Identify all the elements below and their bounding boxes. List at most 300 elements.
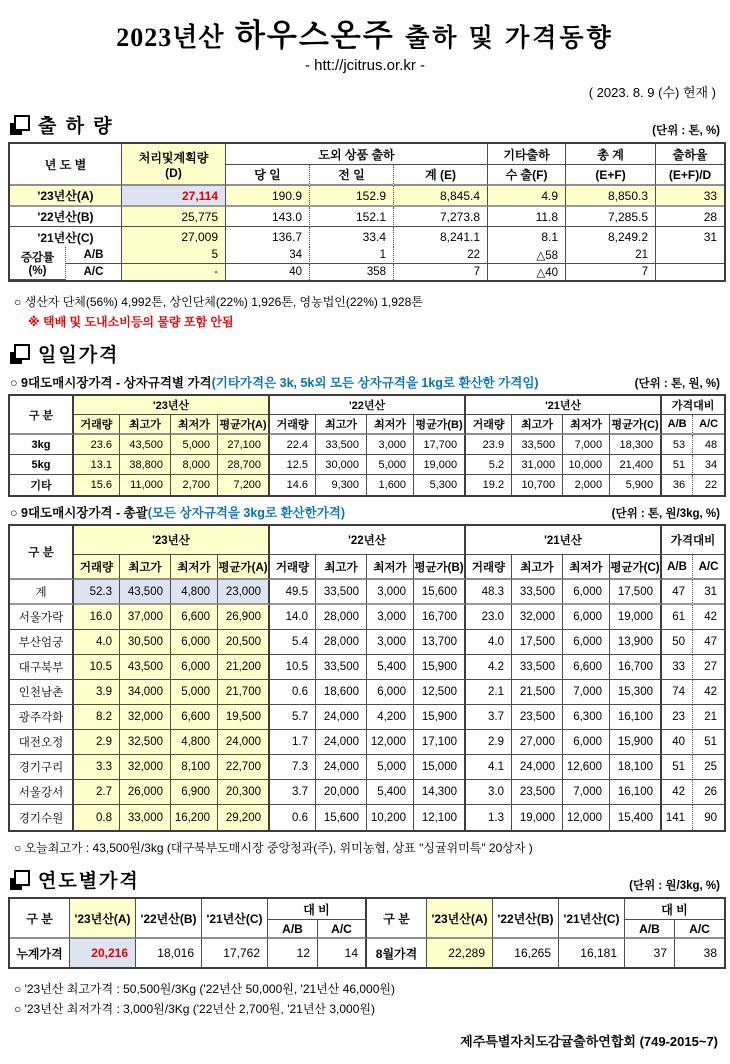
cell: 8,241.1 [394, 227, 488, 247]
high-header: 최고가 [120, 415, 171, 435]
year-23-header: '23년산 [74, 396, 270, 415]
box-price-paren: (기타가격은 3k, 5k외 모든 상자규격을 1kg로 환산한 가격임) [211, 376, 539, 390]
cell: - [122, 264, 226, 280]
row-label: 부산엄궁 [10, 630, 74, 655]
section-square-icon [10, 870, 30, 890]
cell: 16.0 [74, 605, 120, 630]
market-price-unit: (단위 : 톤, 원/3kg, %) [611, 508, 720, 520]
year-22-header: '22년산(B) [493, 899, 559, 939]
table-row [10, 580, 724, 605]
cell: 9,300 [316, 475, 367, 495]
cell: 33,000 [120, 805, 171, 830]
box-size-price-table [8, 394, 726, 497]
high-header: 최고가 [316, 415, 367, 435]
cell: 3,000 [367, 605, 414, 630]
change-rate-row [10, 247, 724, 264]
year-22-header: '22년산 [270, 526, 466, 555]
cell: 4.1 [466, 755, 512, 780]
cell: 8,850.3 [566, 186, 656, 207]
year-23-header: '23년산(A) [70, 899, 136, 939]
cell [656, 247, 724, 264]
section-daily-header [10, 340, 720, 367]
cell: 21 [566, 247, 656, 264]
market-price-table [8, 524, 726, 832]
cell: 8,845.4 [394, 186, 488, 207]
cell: 18,600 [316, 680, 367, 705]
title-year: 2023년산 [116, 23, 225, 52]
row-label: 서울가락 [10, 605, 74, 630]
cell: 6,000 [563, 630, 610, 655]
cell: 23 [662, 705, 693, 730]
row-label: 경기구리 [10, 755, 74, 780]
row-label: '22년산(B) [10, 207, 122, 227]
cell: 7,000 [563, 680, 610, 705]
cell: 34,000 [120, 680, 171, 705]
cell: 33 [656, 186, 724, 207]
cell: 22,289 [427, 939, 493, 967]
row-label: 대구북부 [10, 655, 74, 680]
cell: 53 [662, 435, 693, 455]
qty-header: 거래량 [466, 555, 512, 580]
year-22-header: '22년산(B) [136, 899, 202, 939]
table-row [10, 655, 724, 680]
cell: 15.6 [74, 475, 120, 495]
cell: 48.3 [466, 580, 512, 605]
cell: 10,000 [563, 455, 610, 475]
exclusion-note: ※ 택배 및 도내소비등의 물량 포함 안됨 [28, 315, 234, 329]
cell: 20,216 [70, 939, 136, 967]
report-date: ( 2023. 8. 9 (수) 현재 ) [588, 85, 716, 100]
cell: 23.6 [74, 435, 120, 455]
year-22-header: '22년산 [270, 396, 466, 415]
cell: 12.5 [270, 455, 316, 475]
cell: 27,100 [218, 435, 270, 455]
cell: 24,000 [218, 730, 270, 755]
cell: 32,000 [120, 705, 171, 730]
cell: 8,249.2 [566, 227, 656, 247]
cell: 5,000 [367, 755, 414, 780]
title-block [8, 10, 722, 74]
table-row [10, 455, 724, 475]
cell [656, 264, 724, 280]
cell: 51 [693, 730, 724, 755]
cell: 1.7 [270, 730, 316, 755]
cell: 6,000 [563, 605, 610, 630]
cell: 12,500 [414, 680, 466, 705]
cell: 51 [662, 755, 693, 780]
qty-header: 거래량 [270, 555, 316, 580]
cell: 12,000 [367, 730, 414, 755]
market-price-text: ○ 9대도매시장가격 - 총괄 [10, 506, 148, 520]
cell: 16,265 [493, 939, 559, 967]
cell: 48 [693, 435, 724, 455]
row-label: 서울강서 [10, 780, 74, 805]
cell: 36 [662, 475, 693, 495]
cell: 40 [662, 730, 693, 755]
section-daily-title: 일일가격 [38, 345, 120, 366]
cell: 8,000 [171, 455, 218, 475]
ratio-header: 가격대비 [662, 526, 724, 555]
cell: 3,000 [367, 580, 414, 605]
cell: 13,900 [610, 630, 662, 655]
cell: 12,000 [563, 805, 610, 830]
cell: △40 [488, 264, 566, 280]
high-header: 최고가 [120, 555, 171, 580]
cell: 28,700 [218, 455, 270, 475]
yearly-price-table [8, 897, 726, 969]
cell: 16,100 [610, 780, 662, 805]
table-row [10, 227, 724, 247]
cell: 5,900 [610, 475, 662, 495]
section-yearly-header [10, 866, 720, 893]
col-rate-d-header: (E+F)/D [656, 165, 724, 186]
change-sub-label: A/C [66, 264, 122, 280]
group-outbound-header: 도외 상품 출하 [226, 144, 488, 165]
cell: 23,000 [218, 580, 270, 605]
row-label: 광주각화 [10, 705, 74, 730]
cell: 190.9 [226, 186, 310, 207]
market-price-label [10, 503, 345, 521]
row-label: 8월가격 [367, 939, 427, 967]
cell: 21,500 [512, 680, 563, 705]
cell: 17,700 [414, 435, 466, 455]
box-price-unit: (단위 : 톤, 원, %) [634, 378, 720, 390]
cell: 16,700 [414, 605, 466, 630]
row-label: 경기수원 [10, 805, 74, 830]
cell: 6,000 [563, 580, 610, 605]
col-year-header: 년 도 별 [10, 144, 122, 186]
col-export-header: 수 출(F) [488, 165, 566, 186]
ac-header: A/C [318, 920, 367, 939]
ac-header: A/C [693, 555, 724, 580]
cell: 43,500 [120, 655, 171, 680]
avg-c-header: 평균가(C) [610, 555, 662, 580]
cell: 7 [566, 264, 656, 280]
cell: 15,600 [414, 580, 466, 605]
cell: 12,100 [414, 805, 466, 830]
cell: 33,500 [512, 655, 563, 680]
cell: 22,700 [218, 755, 270, 780]
cell: 6,000 [171, 630, 218, 655]
cell: 7,273.8 [394, 207, 488, 227]
ab-header: A/B [662, 555, 693, 580]
cell: 3.7 [466, 705, 512, 730]
title-url: - htt://jcitrus.or.kr - [304, 57, 425, 74]
qty-header: 거래량 [270, 415, 316, 435]
cell: 24,000 [316, 705, 367, 730]
row-label: 3kg [10, 435, 74, 455]
cell: 47 [693, 630, 724, 655]
table-row [10, 630, 724, 655]
cell: 2.9 [74, 730, 120, 755]
cell: 17,100 [414, 730, 466, 755]
cell: 1 [310, 247, 394, 264]
cell: 4.2 [466, 655, 512, 680]
cell: 3.9 [74, 680, 120, 705]
ratio-header: 대 비 [268, 899, 367, 920]
cell: 27,009 [122, 227, 226, 247]
cell: 11.8 [488, 207, 566, 227]
low-header: 최저가 [563, 415, 610, 435]
cell: 3,000 [367, 630, 414, 655]
table-row [10, 207, 724, 227]
shipment-table [8, 142, 726, 282]
cell: 6,600 [563, 655, 610, 680]
table-row [10, 755, 724, 780]
change-rate-label [10, 247, 66, 280]
year-21-header: '21년산 [466, 526, 662, 555]
col-plan-line1: 처리및계획량 [138, 150, 209, 165]
cell: 17,762 [202, 939, 268, 967]
row-label: 인천남촌 [10, 680, 74, 705]
table-row [10, 730, 724, 755]
col-total-ef-header: (E+F) [566, 165, 656, 186]
cell: 33 [662, 655, 693, 680]
table-row [10, 780, 724, 805]
cell: 4,800 [171, 730, 218, 755]
cell: 4.9 [488, 186, 566, 207]
cell: 16,100 [610, 705, 662, 730]
low-header: 최저가 [563, 555, 610, 580]
low-header: 최저가 [171, 415, 218, 435]
year-21-header: '21년산 [466, 396, 662, 415]
year-23-header: '23년산(A) [427, 899, 493, 939]
cell: 5 [122, 247, 226, 264]
cell: 5,400 [367, 655, 414, 680]
cell: 22 [394, 247, 488, 264]
cell: 6,000 [171, 655, 218, 680]
cell: 23.9 [466, 435, 512, 455]
cell: 8.2 [74, 705, 120, 730]
page-title [8, 10, 722, 55]
change-sub-label: A/B [66, 247, 122, 264]
cell: △58 [488, 247, 566, 264]
cell: 25,775 [122, 207, 226, 227]
cell: 358 [310, 264, 394, 280]
cell: 14.0 [270, 605, 316, 630]
cell: 12 [268, 939, 318, 967]
col-plan-line2: (D) [165, 165, 182, 180]
cell: 30,500 [120, 630, 171, 655]
cell: 90 [704, 811, 717, 824]
cell: 43,500 [120, 435, 171, 455]
cell: 52.3 [74, 580, 120, 605]
market-price-paren: (모든 상자규격을 3kg로 환산한가격) [147, 506, 346, 520]
avg-c-header: 평균가(C) [610, 415, 662, 435]
cell: 7 [394, 264, 488, 280]
cell: 18,100 [610, 755, 662, 780]
box-price-subline [10, 373, 720, 391]
cell: 2.9 [466, 730, 512, 755]
ab-header: A/B [625, 920, 675, 939]
cell: 27,000 [512, 730, 563, 755]
col-group-header: 구 분 [10, 396, 74, 435]
cell: 49.5 [270, 580, 316, 605]
cell: 32,000 [120, 755, 171, 780]
qty-header: 거래량 [74, 555, 120, 580]
col-prev-header: 전 일 [310, 165, 394, 186]
cell: 4.0 [466, 630, 512, 655]
cell: 26,900 [218, 605, 270, 630]
cell: 5,400 [367, 780, 414, 805]
ac-header: A/C [693, 415, 724, 435]
cell: 136.7 [226, 227, 310, 247]
ab-header: A/B [268, 920, 318, 939]
table-row [10, 435, 724, 455]
avg-a-header: 평균가(A) [218, 555, 270, 580]
cell: 27 [693, 655, 724, 680]
avg-b-header: 평균가(B) [414, 555, 466, 580]
cell: 22 [704, 479, 718, 491]
cell: 27,114 [122, 186, 226, 207]
low-header: 최저가 [367, 415, 414, 435]
cell: 24,000 [316, 730, 367, 755]
cell: 14.6 [270, 475, 316, 495]
cell: 26,000 [120, 780, 171, 805]
cell: 5.4 [270, 630, 316, 655]
cell: 8,100 [171, 755, 218, 780]
producer-note: ○ 생산자 단체(56%) 4,992톤, 상인단체(22%) 1,926톤, 영농법인(22%) 1,928톤 [14, 295, 423, 309]
cell: 38,800 [120, 455, 171, 475]
cell: 42 [693, 605, 724, 630]
cell: 7,000 [563, 780, 610, 805]
cell: 6,000 [367, 680, 414, 705]
qty-header: 거래량 [74, 415, 120, 435]
cell: 17,500 [610, 580, 662, 605]
yearly-low-note: ○ '23년산 최저가격 : 3,000원/3Kg ('22년산 2,700원, '21년산 3,000원) [14, 1002, 375, 1016]
cell: 28,000 [316, 605, 367, 630]
cell: 1,600 [367, 475, 414, 495]
cell: 10.5 [270, 655, 316, 680]
cell: 18,016 [136, 939, 202, 967]
cell: 6,900 [171, 780, 218, 805]
cell: 47 [662, 580, 693, 605]
cell: 14 [318, 939, 367, 967]
yearly-unit-label: (단위 : 원/3kg, %) [629, 880, 720, 892]
section-shipment-title: 출 하 량 [38, 116, 114, 137]
section-square-icon [10, 344, 30, 364]
table-row [10, 680, 724, 705]
cell: 0.6 [270, 680, 316, 705]
table-row [10, 705, 724, 730]
cell: 22.4 [270, 435, 316, 455]
group-other-header: 기타출하 [488, 144, 566, 165]
cell: 2.7 [74, 780, 120, 805]
cell: 3.3 [74, 755, 120, 780]
cell: 15,400 [610, 805, 662, 830]
cell: 50 [662, 630, 693, 655]
cell: 33,500 [316, 435, 367, 455]
avg-b-header: 평균가(B) [414, 415, 466, 435]
cell: 33,500 [316, 655, 367, 680]
col-rate-header: 출하율 [656, 144, 724, 165]
cell: 17,500 [512, 630, 563, 655]
cell: 24,000 [316, 755, 367, 780]
cell: 42 [662, 780, 693, 805]
cell: 12,600 [563, 755, 610, 780]
section-shipment-header [10, 111, 720, 138]
cell: 16,200 [171, 805, 218, 830]
change-rate-row [10, 264, 724, 280]
cell: 61 [662, 605, 693, 630]
cell: 15,900 [414, 655, 466, 680]
box-price-text: ○ 9대도매시장가격 - 상자규격별 가격 [10, 376, 212, 390]
cell: 29,200 [218, 805, 270, 830]
cell: 18,300 [610, 435, 662, 455]
change-label-line2: (%) [28, 265, 47, 277]
cell: 19,000 [610, 605, 662, 630]
col-plan-header [122, 144, 226, 186]
col-today-header: 당 일 [226, 165, 310, 186]
cell: 16,181 [559, 939, 625, 967]
title-product: 하우스온주 [234, 18, 395, 53]
box-price-label [10, 373, 539, 391]
cell: 7,200 [218, 475, 270, 495]
cell: 5.7 [270, 705, 316, 730]
cell: 20,300 [218, 780, 270, 805]
cell: 13.1 [74, 455, 120, 475]
cell: 37 [625, 939, 675, 967]
year-21-header: '21년산(C) [202, 899, 268, 939]
col-group-header: 구 분 [10, 526, 74, 580]
cell: 6,000 [563, 730, 610, 755]
cell: 16,700 [610, 655, 662, 680]
cell: 31 [693, 580, 724, 605]
cell: 15,600 [316, 805, 367, 830]
cell: 2,000 [563, 475, 610, 495]
cell: 32,000 [512, 605, 563, 630]
cell: 4,800 [171, 580, 218, 605]
col-sum-header: 계 (E) [394, 165, 488, 186]
cell: 2,700 [171, 475, 218, 495]
cell: 34 [226, 247, 310, 264]
table-row [10, 805, 724, 830]
cell: 7.3 [270, 755, 316, 780]
cell: 30,000 [316, 455, 367, 475]
cell: 3,000 [367, 435, 414, 455]
cell: 0.6 [270, 805, 316, 830]
cell: 34 [693, 455, 724, 475]
cell: 24,000 [512, 755, 563, 780]
cell: 74 [662, 680, 693, 705]
col-group-header: 구 분 [367, 899, 427, 939]
row-label: 계 [10, 580, 74, 605]
low-header: 최저가 [367, 555, 414, 580]
cell: 23,500 [512, 780, 563, 805]
row-label: '21년산(C) [10, 227, 122, 247]
ab-header: A/B [662, 415, 693, 435]
section-yearly-title: 연도별가격 [38, 871, 140, 892]
cell: 19.2 [466, 475, 512, 495]
year-23-header: '23년산 [74, 526, 270, 555]
cell: 5,000 [367, 455, 414, 475]
cell: 26 [693, 780, 724, 805]
cell: 15,000 [414, 755, 466, 780]
cell: 21,400 [610, 455, 662, 475]
cell: 4.0 [74, 630, 120, 655]
row-label: 5kg [10, 455, 74, 475]
row-label: 대전오정 [10, 730, 74, 755]
cell: 28 [656, 207, 724, 227]
ratio-header: 가격대비 [662, 396, 724, 415]
row-label: '23년산(A) [10, 186, 122, 207]
cell: 15,900 [414, 705, 466, 730]
high-header: 최고가 [512, 415, 563, 435]
market-price-subline [10, 503, 720, 521]
high-header: 최고가 [316, 555, 367, 580]
cell: 31,000 [512, 455, 563, 475]
cell: 51 [662, 455, 693, 475]
